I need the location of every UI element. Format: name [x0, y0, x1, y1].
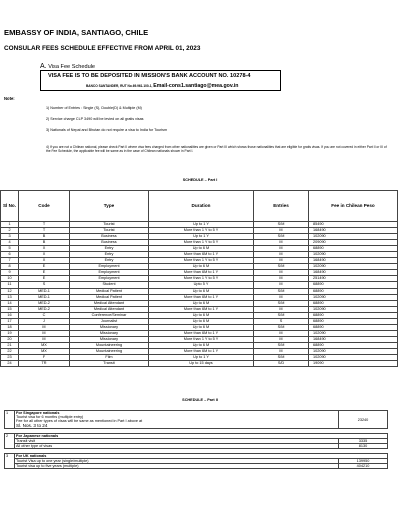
- cell-code: X: [19, 252, 70, 258]
- cell-description: All other type of visas: [15, 444, 339, 449]
- cell-entries: S/M: [254, 300, 309, 306]
- cell-duration: More than 6M to 1 Y: [149, 348, 254, 354]
- cell-sno: 6: [1, 252, 19, 258]
- cell-code: M: [19, 330, 70, 336]
- cell-description: Tourist visa up to five years (multiple): [15, 464, 339, 469]
- col-entries: Entries: [254, 191, 309, 222]
- cell-sno: 8: [1, 264, 19, 270]
- cell-type: Employment: [70, 264, 149, 270]
- cell-sno: 21: [1, 342, 19, 348]
- cell-fee: 102090: [309, 234, 398, 240]
- cell-sno: 1: [5, 411, 15, 429]
- cell-fee: 68890: [309, 312, 398, 318]
- cell-sno: 18: [1, 324, 19, 330]
- cell-sno: 19: [1, 330, 19, 336]
- cell-entries: S/D: [254, 361, 309, 367]
- cell-type: Employment: [70, 276, 149, 282]
- cell-duration: More than 1 Y to 5 Y: [149, 336, 254, 342]
- cell-entries: M: [254, 246, 309, 252]
- fee-table-part-1: [0, 190, 398, 367]
- group-heading: For Japanese nationals: [15, 434, 388, 439]
- cell-duration: More than 1 Y to 5 Y: [149, 276, 254, 282]
- fee-table-body: [1, 222, 398, 367]
- description-line: Tourist visa for 6 months (multiple entry): [16, 415, 84, 419]
- cell-code: T: [19, 222, 70, 228]
- cell-amount: 23240: [339, 411, 388, 429]
- cell-code: E: [19, 276, 70, 282]
- cell-type: Mountaineering: [70, 342, 149, 348]
- cell-duration: More than 1 Y to 5 Y: [149, 240, 254, 246]
- section-letter: A.: [40, 63, 47, 70]
- cell-entries: M: [254, 240, 309, 246]
- cell-duration: Up to 6 M: [149, 288, 254, 294]
- cell-sno: 5: [1, 246, 19, 252]
- col-sno: Sl No.: [1, 191, 19, 222]
- description-line: Sl. Nos. 3 to 24: [16, 423, 48, 428]
- cell-fee: 68890: [309, 300, 398, 306]
- cell-code: X: [19, 246, 70, 252]
- cell-fee: 251490: [309, 276, 398, 282]
- cell-code: TR: [19, 361, 70, 367]
- cell-fee: 85490: [309, 222, 398, 228]
- cell-sno: 13: [1, 294, 19, 300]
- cell-fee: 102090: [309, 330, 398, 336]
- cell-sno: 7: [1, 258, 19, 264]
- fee-table-part-2-body: [5, 411, 388, 469]
- cell-code: C: [19, 312, 70, 318]
- cell-entries: S/M: [254, 288, 309, 294]
- cell-code: M: [19, 324, 70, 330]
- cell-type: Entry: [70, 258, 149, 264]
- cell-sno: 3: [5, 454, 15, 469]
- cell-type: Business: [70, 234, 149, 240]
- cell-fee: 102090: [309, 264, 398, 270]
- col-fee: Fee in Chilean Peso: [309, 191, 398, 222]
- cell-code: MED-2: [19, 300, 70, 306]
- cell-duration: More than 1 Y to 5 Y: [149, 228, 254, 234]
- cell-code: F: [19, 355, 70, 361]
- note-3: 3) Nationals of Nepal and Bhutan do not require a visa to India for Tourism: [46, 128, 168, 132]
- cell-duration: Upto 5 Y: [149, 282, 254, 288]
- cell-code: J: [19, 318, 70, 324]
- cell-type: Entry: [70, 246, 149, 252]
- cell-duration: Up to 6 M: [149, 342, 254, 348]
- cell-duration: Up to 1 Y: [149, 355, 254, 361]
- cell-fee: 19090: [309, 361, 398, 367]
- cell-description: Tourist Visa up to one year (single/multiple): [15, 459, 339, 464]
- cell-amount: 3335: [339, 439, 388, 444]
- cell-duration: More than 6M to 1 Y: [149, 252, 254, 258]
- cell-type: Medical Attendant: [70, 306, 149, 312]
- cell-duration: Up to 6 M: [149, 246, 254, 252]
- cell-type: Medical Patient: [70, 294, 149, 300]
- cell-code: MED-2: [19, 306, 70, 312]
- cell-duration: Up to 6 M: [149, 318, 254, 324]
- cell-fee: 102090: [309, 355, 398, 361]
- schedule-1-title: SCHEDULE – Part I: [182, 178, 218, 182]
- cell-fee: 168490: [309, 258, 398, 264]
- schedule-2-title: SCHEDULE – Part II: [182, 398, 218, 402]
- cell-sno: 10: [1, 276, 19, 282]
- cell-duration: More than 6M to 1 Y: [149, 270, 254, 276]
- cell-entries: M: [254, 276, 309, 282]
- cell-code: X: [19, 258, 70, 264]
- group-heading: For Singapore nationals: [16, 411, 60, 415]
- cell-type: Missionary: [70, 336, 149, 342]
- cell-entries: S/M: [254, 264, 309, 270]
- document-subtitle: CONSULAR FEES SCHEDULE EFFECTIVE FROM APRIL 01, 2023: [4, 45, 201, 52]
- bank-line: BANCO SANTANDER, RUT No.69.961.100-1,: [86, 84, 153, 88]
- cell-entries: M: [254, 348, 309, 354]
- col-type: Type: [70, 191, 149, 222]
- cell-code: S: [19, 282, 70, 288]
- cell-entries: M: [254, 306, 309, 312]
- cell-fee: 102090: [309, 294, 398, 300]
- cell-entries: M: [254, 258, 309, 264]
- cell-duration: Up to 1 Y: [149, 234, 254, 240]
- cell-code: MX: [19, 342, 70, 348]
- cell-code: E: [19, 270, 70, 276]
- cell-sno: 24: [1, 361, 19, 367]
- col-code: Code: [19, 191, 70, 222]
- cell-type: Medical Attendant: [70, 300, 149, 306]
- cell-duration: More than 6M to 1 Y: [149, 306, 254, 312]
- cell-amount: 8130: [339, 444, 388, 449]
- cell-fee: 102090: [309, 348, 398, 354]
- document-title: EMBASSY OF INDIA, SANTIAGO, CHILE: [4, 28, 149, 37]
- cell-entries: S/M: [254, 355, 309, 361]
- cell-type: Student: [70, 282, 149, 288]
- cell-fee: 68890: [309, 288, 398, 294]
- cell-fee: 68890: [309, 246, 398, 252]
- cell-fee: 68890: [309, 282, 398, 288]
- cell-sno: 1: [1, 222, 19, 228]
- note-heading: Note:: [4, 96, 15, 101]
- cell-sno: 15: [1, 306, 19, 312]
- cell-fee: 168490: [309, 270, 398, 276]
- cell-sno: 16: [1, 312, 19, 318]
- cell-sno: 17: [1, 318, 19, 324]
- fee-table-part-2: [4, 410, 388, 469]
- table-row: [5, 464, 388, 469]
- cell-amount: 139950: [339, 459, 388, 464]
- cell-duration: More than 1 Y to 5 Y: [149, 258, 254, 264]
- cell-fee: 168490: [309, 228, 398, 234]
- cell-code: E: [19, 264, 70, 270]
- cell-code: MX: [19, 348, 70, 354]
- cell-duration: Up to 6 M: [149, 300, 254, 306]
- col-duration: Duration: [149, 191, 254, 222]
- cell-entries: M: [254, 282, 309, 288]
- cell-entries: S/M: [254, 222, 309, 228]
- cell-fee: 168490: [309, 336, 398, 342]
- cell-entries: S: [254, 318, 309, 324]
- cell-type: Missionary: [70, 324, 149, 330]
- cell-entries: M: [254, 252, 309, 258]
- cell-entries: S/M: [254, 342, 309, 348]
- cell-type: Mountaineering: [70, 348, 149, 354]
- cell-type: Transit: [70, 361, 149, 367]
- cell-description: Transit visit: [15, 439, 339, 444]
- cell-type: Entry: [70, 252, 149, 258]
- cell-duration: More than 6M to 1 Y: [149, 330, 254, 336]
- contact-email[interactable]: Email-cons1.santiago@mea.gov.in: [153, 83, 239, 89]
- cell-sno: 23: [1, 355, 19, 361]
- cell-sno: 11: [1, 282, 19, 288]
- bank-details: [86, 83, 238, 89]
- cell-fee: 68890: [309, 342, 398, 348]
- note-1: 1) Number of Entries : Single (S), Double(D) & Multiple (M): [46, 106, 142, 110]
- group-heading: For UK nationals: [15, 454, 388, 459]
- cell-fee: 102090: [309, 306, 398, 312]
- cell-duration: Up to 1 Y: [149, 222, 254, 228]
- cell-duration: Up to 15 days: [149, 361, 254, 367]
- cell-code: MED-1: [19, 288, 70, 294]
- cell-entries: M: [254, 228, 309, 234]
- cell-amount: 404210: [339, 464, 388, 469]
- cell-type: Tourist: [70, 222, 149, 228]
- bank-account-banner: VISA FEE IS TO BE DEPOSITED IN MISSION'S BANK ACCOUNT NO. 10278-4: [48, 73, 251, 79]
- cell-entries: M: [254, 270, 309, 276]
- cell-type: Employment: [70, 270, 149, 276]
- cell-type: Missionary: [70, 330, 149, 336]
- cell-duration: Up to 6 M: [149, 312, 254, 318]
- table-header-row: [1, 191, 398, 222]
- cell-fee: 209090: [309, 240, 398, 246]
- cell-code: B: [19, 234, 70, 240]
- note-2: 2) Service charge CLP 3490 will be levied on all gratis visas: [46, 117, 144, 121]
- cell-sno: 22: [1, 348, 19, 354]
- cell-code: T: [19, 228, 70, 234]
- cell-entries: M: [254, 330, 309, 336]
- note-4: 4) If you are not a Chilean national, please check Part II where visa fees charged from other nationalities are given or Part III which shows those nationalities that are eligible for gratis visas. If you are not covered in either Part II or III of the Fee Schedule, the applicable fee will be same as in the case of Chilean nationals shown in Part I.: [46, 145, 387, 154]
- cell-sno: 4: [1, 240, 19, 246]
- cell-sno: 3: [1, 234, 19, 240]
- cell-entries: S/M: [254, 324, 309, 330]
- cell-type: Conference/Seminar: [70, 312, 149, 318]
- section-label: Visa Fee Schedule: [48, 64, 96, 70]
- cell-sno: 12: [1, 288, 19, 294]
- cell-entries: S/M: [254, 234, 309, 240]
- cell-duration: More than 6M to 1 Y: [149, 294, 254, 300]
- cell-entries: S/M: [254, 312, 309, 318]
- table-row: [1, 361, 398, 367]
- cell-code: B: [19, 240, 70, 246]
- cell-duration: Up to 6 M: [149, 324, 254, 330]
- cell-code: MED-1: [19, 294, 70, 300]
- cell-type: Film: [70, 355, 149, 361]
- cell-fee: 68890: [309, 318, 398, 324]
- cell-fee: 102090: [309, 252, 398, 258]
- cell-description: [15, 411, 339, 429]
- cell-sno: 14: [1, 300, 19, 306]
- cell-code: M: [19, 336, 70, 342]
- cell-fee: 68890: [309, 324, 398, 330]
- section-a-heading: [40, 63, 95, 70]
- description-line: Fee for all other types of visas will be same as mentioned in Part I above at: [16, 419, 143, 423]
- cell-duration: Up to 6 M: [149, 264, 254, 270]
- cell-type: Medical Patient: [70, 288, 149, 294]
- cell-sno: 20: [1, 336, 19, 342]
- cell-sno: 2: [1, 228, 19, 234]
- cell-sno: 9: [1, 270, 19, 276]
- cell-type: Journalist: [70, 318, 149, 324]
- cell-sno: 2: [5, 434, 15, 449]
- cell-entries: M: [254, 336, 309, 342]
- cell-entries: M: [254, 294, 309, 300]
- table-row: [5, 411, 388, 429]
- cell-type: Tourist: [70, 228, 149, 234]
- cell-type: Business: [70, 240, 149, 246]
